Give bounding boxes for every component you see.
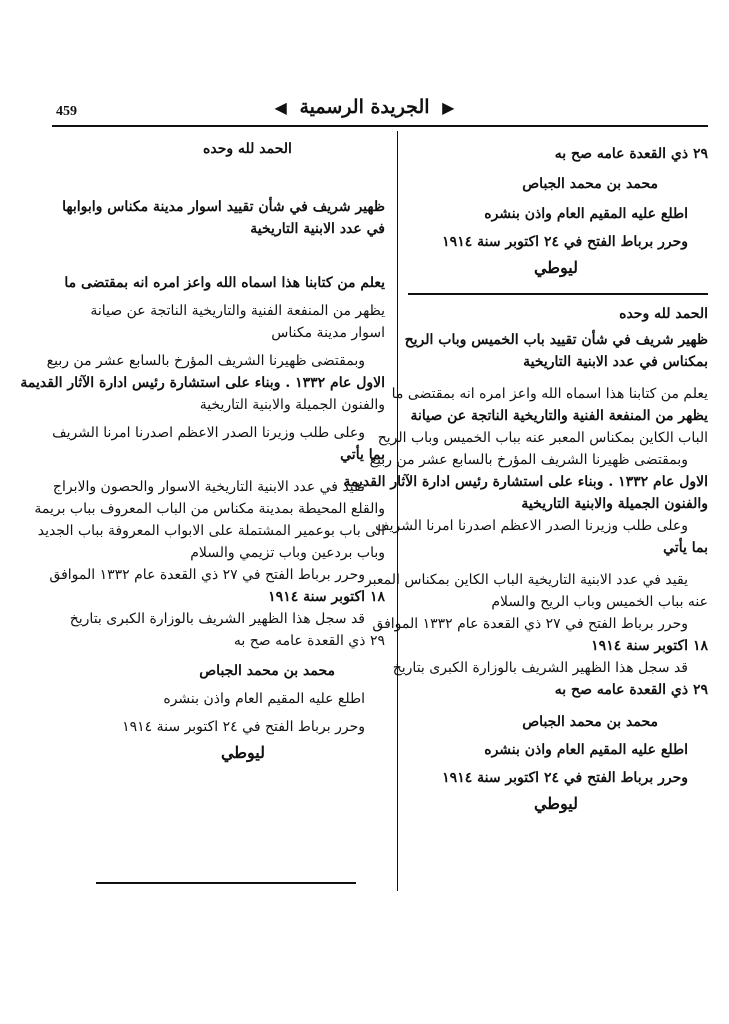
right-para4-line: يقيد في عدد الابنية التاريخية الباب الكاين بمكناس المعبر bbox=[364, 572, 688, 588]
left-para4-line: وباب بردعين وباب تزيمي والسلام bbox=[190, 545, 385, 561]
left-approval: اطلع عليه المقيم العام واذن بنشره bbox=[163, 691, 365, 707]
right-para1-line: يظهر من المنفعة الفنية والتاريخية الناتجة عن صيانة bbox=[410, 408, 708, 424]
left-para1-line: يعلم من كتابنا هذا اسماه الله واعز امره انه بمقتضى ما bbox=[64, 275, 385, 291]
right-top-signature: ليوطي bbox=[533, 258, 578, 277]
left-para2-line: وبمقتضى ظهيرنا الشريف المؤرخ بالسابع عشر من ربيع bbox=[46, 353, 365, 369]
right-para2-line: وبمقتضى ظهيرنا الشريف المؤرخ بالسابع عشر من ربيع bbox=[369, 452, 688, 468]
right-para1-line: الباب الكاين بمكناس المعبر عنه بباب الخميس وباب الريح bbox=[377, 430, 708, 446]
page-number: 459 bbox=[56, 104, 77, 119]
masthead bbox=[0, 96, 729, 118]
right-title-line: ظهير شريف في شأن تقييد باب الخميس وباب الريح bbox=[404, 332, 708, 348]
left-para3-line: وعلى طلب وزيرنا الصدر الاعظم اصدرنا امرنا الشريف bbox=[52, 425, 365, 441]
left-para1-line: اسوار مدينة مكناس bbox=[271, 325, 385, 341]
right-top-line: ٢٩ ذي القعدة عامه صح به bbox=[554, 146, 708, 162]
left-invocation: الحمد لله وحده bbox=[203, 141, 292, 157]
header-rule bbox=[52, 125, 708, 127]
right-approval: اطلع عليه المقيم العام واذن بنشره bbox=[484, 742, 688, 758]
right-para2-line: الاول عام ١٣٣٢ . وبناء على استشارة رئيس ادارة الآثار القديمة bbox=[343, 474, 708, 490]
left-title-line: في عدد الابنية التاريخية bbox=[250, 221, 385, 237]
left-para5-line: وحرر برباط الفتح في ٢٧ ذي القعدة عام ١٣٣٢ الموافق bbox=[49, 567, 365, 583]
left-para4-line: تقيد في عدد الابنية التاريخية الاسوار والحصون والابراج bbox=[52, 479, 365, 495]
left-para5-line: ١٨ اكتوبر سنة ١٩١٤ bbox=[268, 589, 385, 605]
left-title-line: ظهير شريف في شأن تقييد اسوار مدينة مكناس وابوابها bbox=[62, 199, 385, 215]
right-title-line: بمكناس في عدد الابنية التاريخية bbox=[523, 354, 708, 370]
right-column bbox=[343, 143, 708, 815]
right-para4-line: عنه بباب الخميس وباب الريح والسلام bbox=[491, 594, 708, 610]
right-para2-line: والفنون الجميلة والابنية التاريخية bbox=[521, 496, 708, 512]
left-para4-line: الى باب بوعمير المشتملة على الابواب المعروفة بباب الجديد bbox=[37, 523, 385, 539]
left-para2-line: الاول عام ١٣٣٢ . وبناء على استشارة رئيس ادارة الآثار القديمة bbox=[20, 375, 385, 391]
right-para3-line: وعلى طلب وزيرنا الصدر الاعظم اصدرنا امرنا الشريف bbox=[375, 518, 688, 534]
right-para1-line: يعلم من كتابنا هذا اسماه الله واعز امره انه بمقتضى ما bbox=[391, 386, 708, 402]
left-para2-line: والفنون الجميلة والابنية التاريخية bbox=[199, 397, 385, 413]
publication-title: الجريدة الرسمية bbox=[299, 96, 430, 118]
right-para5-line: وحرر برباط الفتح في ٢٧ ذي القعدة عام ١٣٣٢ الموافق bbox=[372, 616, 688, 632]
left-para6-line: ٢٩ ذي القعدة عامه صح به bbox=[233, 633, 385, 649]
left-para3-line: بما يأتي bbox=[340, 447, 385, 463]
left-para6-line: قد سجل هذا الظهير الشريف بالوزارة الكبرى بتاريخ bbox=[69, 611, 365, 627]
right-para6-line: ٢٩ ذي القعدة عامه صح به bbox=[554, 682, 708, 698]
ornament-right-icon: ▶ bbox=[442, 98, 455, 117]
right-signature: ليوطي bbox=[533, 794, 578, 813]
left-signature: ليوطي bbox=[220, 743, 265, 762]
right-para6-line: قد سجل هذا الظهير الشريف بالوزارة الكبرى بتاريخ bbox=[392, 660, 688, 676]
right-invocation: الحمد لله وحده bbox=[619, 306, 708, 322]
right-top-line: اطلع عليه المقيم العام واذن بنشره bbox=[484, 206, 688, 222]
left-approval-date: وحرر برباط الفتح في ٢٤ اكتوبر سنة ١٩١٤ bbox=[122, 719, 365, 735]
right-para5-line: ١٨ اكتوبر سنة ١٩١٤ bbox=[591, 638, 708, 654]
column-divider bbox=[397, 131, 398, 891]
right-approval-date: وحرر برباط الفتح في ٢٤ اكتوبر سنة ١٩١٤ bbox=[442, 770, 688, 786]
right-top-line: محمد بن محمد الجباص bbox=[522, 176, 658, 192]
ornament-left-icon: ◀ bbox=[274, 98, 287, 117]
left-column bbox=[20, 138, 385, 764]
left-para1-line: يظهر من المنفعة الفنية والتاريخية الناتجة عن صيانة bbox=[90, 303, 385, 319]
right-para3-line: بما يأتي bbox=[663, 540, 708, 556]
right-top-line: وحرر برباط الفتح في ٢٤ اكتوبر سنة ١٩١٤ bbox=[442, 234, 688, 250]
right-section-rule bbox=[408, 293, 708, 295]
right-signatory: محمد بن محمد الجباص bbox=[522, 714, 658, 730]
left-signatory: محمد بن محمد الجباص bbox=[199, 663, 335, 679]
bottom-rule bbox=[96, 882, 356, 884]
left-para4-line: والقلع المحيطة بمدينة مكناس من الباب المعروف بباب بريمة bbox=[34, 501, 385, 517]
